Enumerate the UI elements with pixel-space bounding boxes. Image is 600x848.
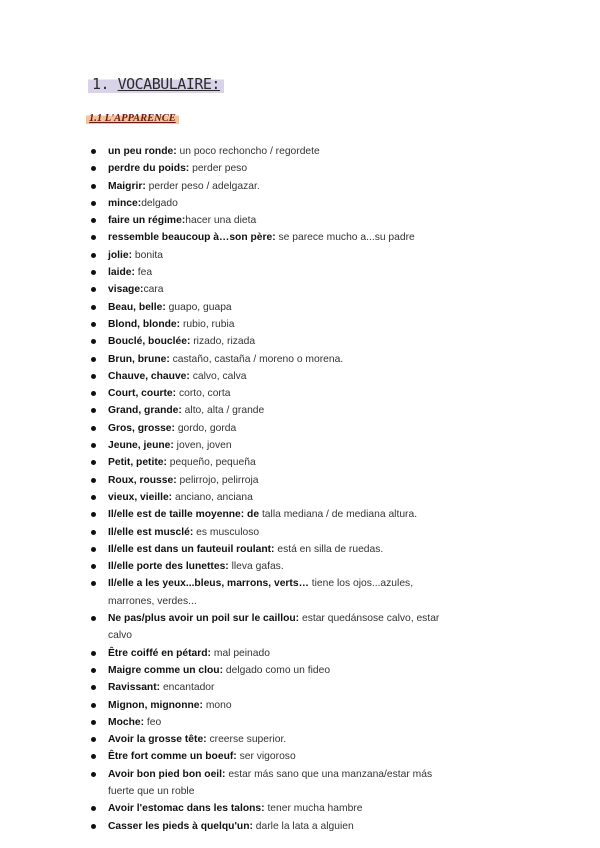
list-item — [90, 368, 460, 385]
vocab-term: Être fort comme un boeuf: — [108, 751, 237, 763]
vocab-term: Mignon, mignonne: — [108, 699, 203, 711]
vocab-translation: rizado, rizada — [190, 336, 256, 348]
vocab-translation: cara — [143, 284, 164, 296]
vocab-term: Casser les pieds à quelqu'un: — [108, 820, 253, 832]
vocab-term: Bouclé, bouclée: — [108, 336, 191, 348]
vocab-term: Ne pas/plus avoir un poil sur le caillou: — [108, 613, 300, 625]
vocab-term: visage: — [108, 284, 144, 296]
list-item — [90, 645, 460, 662]
vocab-term: jolie: — [108, 249, 133, 261]
list-item — [90, 489, 460, 506]
vocab-translation: hacer una dieta — [185, 215, 257, 227]
vocab-translation: delgado — [141, 197, 178, 209]
list-item — [90, 316, 460, 333]
vocab-term: Chauve, chauve: — [108, 370, 190, 382]
section-heading — [88, 73, 224, 95]
vocab-translation: bonita — [132, 249, 163, 261]
list-item — [90, 420, 460, 437]
vocab-term: ressemble beaucoup à…son père: — [108, 232, 276, 244]
vocab-term: vieux, vieille: — [108, 491, 173, 503]
vocab-term: Gros, grosse: — [108, 422, 175, 434]
vocab-translation: corto, corta — [176, 388, 231, 400]
list-item — [90, 229, 460, 246]
vocab-term: Avoir la grosse tête: — [108, 734, 207, 746]
vocab-translation: ser vigoroso — [236, 751, 296, 763]
vocab-term: Roux, rousse: — [108, 474, 177, 486]
vocab-term: Brun, brune: — [108, 353, 170, 365]
list-item — [90, 160, 460, 177]
vocab-translation: estar más sano que una manzana/estar más fuerte que un roble — [108, 768, 433, 797]
vocab-translation: lleva gafas. — [228, 561, 284, 573]
vocab-translation: un poco rechoncho / regordete — [176, 146, 320, 157]
list-item — [90, 195, 460, 212]
vocab-term: Maigrir: — [108, 180, 146, 192]
list-item — [90, 575, 460, 610]
list-item — [90, 558, 460, 575]
vocab-translation: darle la lata a alguien — [252, 820, 354, 832]
vocab-translation: tiene los ojos...azules, marrones, verdes... — [108, 578, 414, 607]
list-item — [90, 697, 460, 714]
vocab-term: Moche: — [108, 716, 145, 728]
vocab-term: Il/elle est dans un fauteuil roulant: — [108, 543, 275, 555]
vocab-translation: mono — [202, 699, 232, 711]
list-item — [90, 351, 460, 368]
vocab-translation: talla mediana / de mediana altura. — [259, 509, 418, 521]
vocab-translation: joven, joven — [173, 440, 232, 452]
section-title: VOCABULAIRE: — [117, 75, 220, 93]
vocab-translation: castaño, castaña / moreno o morena. — [169, 353, 344, 365]
list-item — [90, 437, 460, 454]
vocab-translation: encantador — [160, 682, 215, 694]
list-item — [90, 524, 460, 541]
list-item — [90, 333, 460, 350]
list-item — [90, 454, 460, 471]
list-item — [90, 212, 460, 229]
vocab-term: Avoir bon pied bon oeil: — [108, 768, 226, 780]
vocab-term: laide: — [108, 267, 135, 279]
vocab-term: Petit, petite: — [108, 457, 167, 469]
list-item — [90, 766, 460, 801]
vocab-translation: se parece mucho a...su padre — [275, 232, 415, 244]
vocabulary-list — [90, 143, 460, 835]
list-item — [90, 610, 460, 645]
list-item — [90, 818, 460, 835]
vocab-translation: pelirrojo, pelirroja — [176, 474, 259, 486]
vocab-translation: perder peso — [189, 163, 248, 175]
vocab-term: Il/elle porte des lunettes: — [108, 561, 229, 573]
vocab-term: perdre du poids: — [108, 163, 190, 175]
vocab-term: Court, courte: — [108, 388, 177, 400]
vocab-term: Beau, belle: — [108, 301, 166, 313]
vocab-term: Jeune, jeune: — [108, 440, 174, 452]
vocab-term: Ravissant: — [108, 682, 161, 694]
list-item — [90, 714, 460, 731]
vocab-term: faire un régime: — [108, 215, 186, 227]
list-item — [90, 748, 460, 765]
list-item — [90, 472, 460, 489]
vocab-term: un peu ronde: — [108, 146, 177, 157]
vocab-translation: mal peinado — [211, 647, 270, 659]
list-item — [90, 662, 460, 679]
list-item — [90, 247, 460, 264]
list-item — [90, 506, 460, 523]
list-item — [90, 143, 460, 160]
vocab-translation: alto, alta / grande — [181, 405, 265, 417]
vocab-translation: guapo, guapa — [165, 301, 232, 313]
vocab-translation: es musculoso — [193, 526, 260, 538]
vocab-translation: fea — [134, 267, 153, 279]
list-item — [90, 731, 460, 748]
vocab-term: Blond, blonde: — [108, 318, 181, 330]
subsection-heading: 1.1 L'APPARENCE — [86, 112, 179, 125]
vocab-translation: gordo, gorda — [174, 422, 237, 434]
vocab-translation: estar quedánsose calvo, estar calvo — [108, 613, 440, 642]
vocab-translation: tener mucha hambre — [264, 803, 363, 815]
vocab-translation: anciano, anciana — [172, 491, 253, 503]
list-item — [90, 679, 460, 696]
list-item — [90, 299, 460, 316]
vocab-term: Il/elle est musclé: — [108, 526, 194, 538]
vocab-translation: delgado como un fideo — [223, 664, 331, 676]
list-item — [90, 800, 460, 817]
vocab-translation: feo — [144, 716, 162, 728]
vocab-term: Être coiffé en pétard: — [108, 647, 211, 659]
section-number: 1. — [92, 75, 110, 93]
vocab-translation: calvo, calva — [189, 370, 247, 382]
vocab-term: Avoir l'estomac dans les talons: — [108, 803, 265, 815]
vocab-term: Il/elle est de taille moyenne: de — [108, 509, 260, 521]
vocab-translation: creerse superior. — [206, 734, 287, 746]
vocab-term: mince: — [108, 197, 142, 209]
list-item — [90, 281, 460, 298]
vocab-term: Maigre comme un clou: — [108, 664, 224, 676]
list-item — [90, 264, 460, 281]
list-item — [90, 385, 460, 402]
list-item — [90, 178, 460, 195]
vocab-translation: pequeño, pequeña — [166, 457, 256, 469]
vocab-translation: está en silla de ruedas. — [274, 543, 384, 555]
list-item — [90, 402, 460, 419]
vocab-term: Il/elle a les yeux...bleus, marrons, verts… — [108, 578, 309, 590]
list-item — [90, 541, 460, 558]
vocab-translation: rubio, rubia — [180, 318, 235, 330]
vocab-translation: perder peso / adelgazar. — [145, 180, 260, 192]
vocab-term: Grand, grande: — [108, 405, 182, 417]
